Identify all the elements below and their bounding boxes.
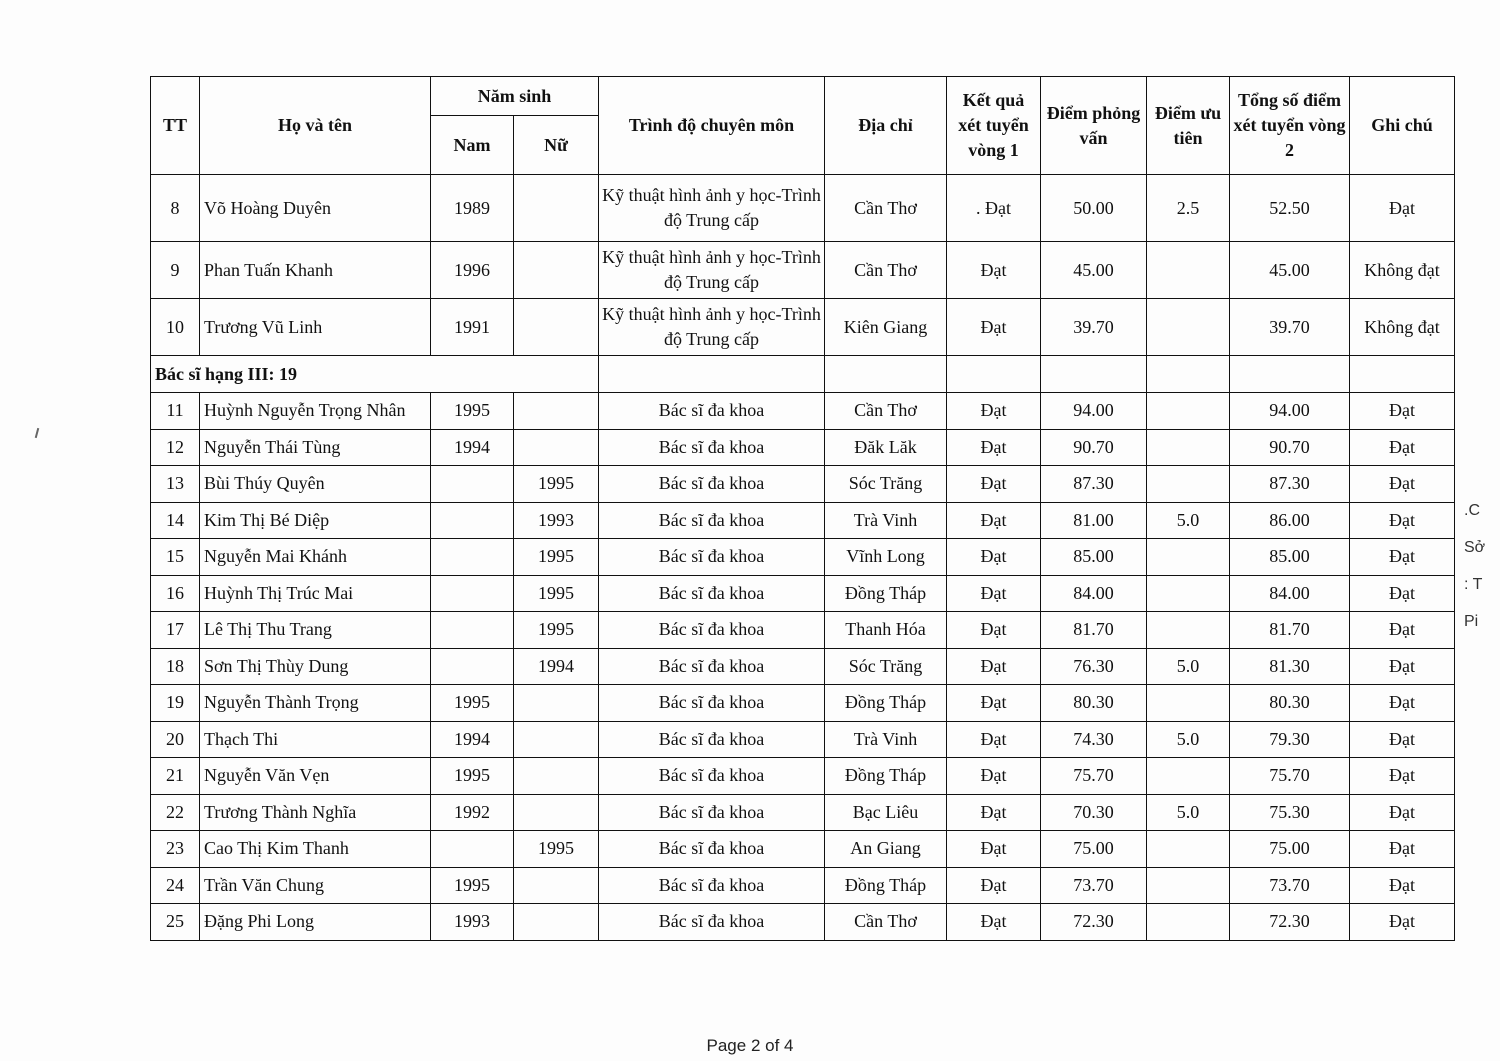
margin-scrap-4: Pi <box>1464 613 1479 630</box>
cell-female <box>514 685 599 722</box>
cell-priority <box>1147 466 1230 503</box>
table-row <box>151 299 1455 356</box>
cell-male: 1995 <box>431 685 514 722</box>
cell-qualification: Bác sĩ đa khoa <box>599 904 825 941</box>
table-row <box>151 429 1455 466</box>
cell-name: Huỳnh Nguyễn Trọng Nhân <box>200 393 431 430</box>
cell-interview: 87.30 <box>1041 466 1147 503</box>
cell-female <box>514 175 599 242</box>
cell-male <box>431 648 514 685</box>
col-header-name: Họ và tên <box>200 77 431 175</box>
cell-tt: 16 <box>151 575 200 612</box>
cell-priority: 5.0 <box>1147 502 1230 539</box>
cell-tt: 9 <box>151 242 200 299</box>
table-row <box>151 794 1455 831</box>
cell-name: Sơn Thị Thùy Dung <box>200 648 431 685</box>
cell-note: Không đạt <box>1350 299 1455 356</box>
cell-total: 75.00 <box>1230 831 1350 868</box>
cell-address: Đồng Tháp <box>825 575 947 612</box>
cell-name: Lê Thị Thu Trang <box>200 612 431 649</box>
cell-round1: Đạt <box>947 539 1041 576</box>
cell-note: Đạt <box>1350 575 1455 612</box>
col-header-round1: Kết quả xét tuyển vòng 1 <box>947 77 1041 175</box>
cell-total: 72.30 <box>1230 904 1350 941</box>
cell-address: Cần Thơ <box>825 904 947 941</box>
cell-male <box>431 466 514 503</box>
cell-address: Cần Thơ <box>825 393 947 430</box>
cell-tt: 14 <box>151 502 200 539</box>
table-row <box>151 831 1455 868</box>
table-row <box>151 466 1455 503</box>
cell-name: Nguyễn Thái Tùng <box>200 429 431 466</box>
table-row <box>151 175 1455 242</box>
cell-male <box>431 502 514 539</box>
cell-address: Trà Vinh <box>825 721 947 758</box>
cell-tt: 8 <box>151 175 200 242</box>
table-row <box>151 904 1455 941</box>
cell-priority: 5.0 <box>1147 648 1230 685</box>
cell-priority <box>1147 758 1230 795</box>
cell-note: Đạt <box>1350 904 1455 941</box>
cell-total: 81.30 <box>1230 648 1350 685</box>
cell-female: 1994 <box>514 648 599 685</box>
cell-tt: 10 <box>151 299 200 356</box>
cell-name: Nguyễn Văn Vẹn <box>200 758 431 795</box>
cell-address: Bạc Liêu <box>825 794 947 831</box>
cell-address: An Giang <box>825 831 947 868</box>
cell-priority <box>1147 685 1230 722</box>
cell-round1: Đạt <box>947 794 1041 831</box>
cell-male: 1989 <box>431 175 514 242</box>
cell-name: Bùi Thúy Quyên <box>200 466 431 503</box>
cell-priority <box>1147 831 1230 868</box>
col-header-address: Địa chỉ <box>825 77 947 175</box>
cell-interview: 74.30 <box>1041 721 1147 758</box>
cell-name: Thạch Thi <box>200 721 431 758</box>
cell-qualification: Bác sĩ đa khoa <box>599 721 825 758</box>
page-footer: Page 2 of 4 <box>706 1036 794 1055</box>
cell-total: 79.30 <box>1230 721 1350 758</box>
margin-scrap-1: .C <box>1464 502 1480 519</box>
cell-tt: 15 <box>151 539 200 576</box>
cell-qualification: Bác sĩ đa khoa <box>599 758 825 795</box>
table-row <box>151 539 1455 576</box>
cell-female: 1995 <box>514 575 599 612</box>
col-header-note: Ghi chú <box>1350 77 1455 175</box>
col-header-male: Nam <box>431 116 514 175</box>
cell-total: 80.30 <box>1230 685 1350 722</box>
cell-total: 94.00 <box>1230 393 1350 430</box>
col-header-female: Nữ <box>514 116 599 175</box>
cell-tt: 17 <box>151 612 200 649</box>
cell-address: Cần Thơ <box>825 242 947 299</box>
cell-female <box>514 393 599 430</box>
section-body <box>151 356 1455 393</box>
cell-female: 1995 <box>514 612 599 649</box>
document-sheet <box>150 76 1454 941</box>
cell-name: Nguyễn Mai Khánh <box>200 539 431 576</box>
cell-interview: 75.70 <box>1041 758 1147 795</box>
table-row <box>151 242 1455 299</box>
cell-female: 1995 <box>514 831 599 868</box>
table-row <box>151 393 1455 430</box>
cell-male: 1992 <box>431 794 514 831</box>
cell-tt: 24 <box>151 867 200 904</box>
cell-male <box>431 831 514 868</box>
cell-tt: 20 <box>151 721 200 758</box>
cell-male: 1995 <box>431 393 514 430</box>
cell-female: 1995 <box>514 539 599 576</box>
cell-male: 1991 <box>431 299 514 356</box>
cell-male: 1994 <box>431 721 514 758</box>
cell-name: Đặng Phi Long <box>200 904 431 941</box>
col-header-priority: Điểm ưu tiên <box>1147 77 1230 175</box>
cell-round1: Đạt <box>947 299 1041 356</box>
cell-total: 86.00 <box>1230 502 1350 539</box>
section-title: Bác sĩ hạng III: 19 <box>151 356 599 393</box>
header-row-1 <box>151 77 1455 116</box>
cell-male <box>431 539 514 576</box>
cell-female <box>514 794 599 831</box>
cell-qualification: Bác sĩ đa khoa <box>599 466 825 503</box>
cell-priority <box>1147 539 1230 576</box>
table-row <box>151 648 1455 685</box>
cell-address: Đăk Lăk <box>825 429 947 466</box>
cell-qualification: Bác sĩ đa khoa <box>599 539 825 576</box>
cell-round1: Đạt <box>947 648 1041 685</box>
cell-round1: Đạt <box>947 575 1041 612</box>
table-row <box>151 758 1455 795</box>
cell-qualification: Kỹ thuật hình ảnh y học-Trình độ Trung cấp <box>599 175 825 242</box>
cell-address: Sóc Trăng <box>825 466 947 503</box>
cell-interview: 72.30 <box>1041 904 1147 941</box>
cell-note: Đạt <box>1350 429 1455 466</box>
table-row <box>151 867 1455 904</box>
cell-qualification: Bác sĩ đa khoa <box>599 794 825 831</box>
cell-note: Đạt <box>1350 175 1455 242</box>
cell-name: Trương Vũ Linh <box>200 299 431 356</box>
cell-interview: 45.00 <box>1041 242 1147 299</box>
cell-address: Sóc Trăng <box>825 648 947 685</box>
cell-qualification: Bác sĩ đa khoa <box>599 575 825 612</box>
cell-total: 45.00 <box>1230 242 1350 299</box>
cell-address: Đồng Tháp <box>825 867 947 904</box>
cell-address: Cần Thơ <box>825 175 947 242</box>
cell-priority <box>1147 242 1230 299</box>
cell-qualification: Bác sĩ đa khoa <box>599 831 825 868</box>
cell-note: Đạt <box>1350 393 1455 430</box>
cell-priority: 5.0 <box>1147 721 1230 758</box>
cell-qualification: Bác sĩ đa khoa <box>599 612 825 649</box>
cell-interview: 75.00 <box>1041 831 1147 868</box>
cell-male: 1995 <box>431 867 514 904</box>
cell-male: 1993 <box>431 904 514 941</box>
cell-female <box>514 299 599 356</box>
cell-round1: . Đạt <box>947 175 1041 242</box>
scan-mark <box>35 428 40 438</box>
cell-interview: 80.30 <box>1041 685 1147 722</box>
cell-interview: 73.70 <box>1041 867 1147 904</box>
margin-scrap-3: : T <box>1464 576 1483 593</box>
cell-priority <box>1147 575 1230 612</box>
cell-female <box>514 721 599 758</box>
cell-address: Đồng Tháp <box>825 758 947 795</box>
cell-priority: 5.0 <box>1147 794 1230 831</box>
cell-round1: Đạt <box>947 393 1041 430</box>
cell-female: 1993 <box>514 502 599 539</box>
table-row <box>151 721 1455 758</box>
cell-qualification: Kỹ thuật hình ảnh y học-Trình độ Trung cấp <box>599 242 825 299</box>
cell-total: 84.00 <box>1230 575 1350 612</box>
cell-qualification: Bác sĩ đa khoa <box>599 429 825 466</box>
cell-name: Phan Tuấn Khanh <box>200 242 431 299</box>
cell-round1: Đạt <box>947 721 1041 758</box>
table-row <box>151 502 1455 539</box>
col-header-qualification: Trình độ chuyên môn <box>599 77 825 175</box>
table-row <box>151 685 1455 722</box>
margin-stamp-fragment <box>1464 492 1498 640</box>
cell-round1: Đạt <box>947 758 1041 795</box>
cell-note: Đạt <box>1350 502 1455 539</box>
cell-total: 87.30 <box>1230 466 1350 503</box>
cell-round1: Đạt <box>947 466 1041 503</box>
cell-interview: 70.30 <box>1041 794 1147 831</box>
cell-qualification: Bác sĩ đa khoa <box>599 393 825 430</box>
cell-female: 1995 <box>514 466 599 503</box>
cell-round1: Đạt <box>947 685 1041 722</box>
cell-total: 39.70 <box>1230 299 1350 356</box>
col-header-total: Tổng số điểm xét tuyển vòng 2 <box>1230 77 1350 175</box>
cell-tt: 25 <box>151 904 200 941</box>
col-header-tt: TT <box>151 77 200 175</box>
cell-note: Đạt <box>1350 867 1455 904</box>
cell-name: Kim Thị Bé Diệp <box>200 502 431 539</box>
cell-name: Huỳnh Thị Trúc Mai <box>200 575 431 612</box>
cell-address: Đồng Tháp <box>825 685 947 722</box>
cell-round1: Đạt <box>947 242 1041 299</box>
cell-note: Đạt <box>1350 539 1455 576</box>
cell-note: Đạt <box>1350 831 1455 868</box>
cell-tt: 13 <box>151 466 200 503</box>
cell-round1: Đạt <box>947 429 1041 466</box>
cell-round1: Đạt <box>947 502 1041 539</box>
cell-note: Đạt <box>1350 612 1455 649</box>
cell-tt: 23 <box>151 831 200 868</box>
cell-priority <box>1147 299 1230 356</box>
col-header-interview: Điểm phỏng vấn <box>1041 77 1147 175</box>
cell-round1: Đạt <box>947 831 1041 868</box>
cell-priority <box>1147 393 1230 430</box>
margin-scrap-2: Sở <box>1464 539 1486 556</box>
cell-male: 1994 <box>431 429 514 466</box>
cell-round1: Đạt <box>947 904 1041 941</box>
cell-total: 75.30 <box>1230 794 1350 831</box>
table-row <box>151 612 1455 649</box>
group2-body <box>151 393 1455 941</box>
cell-qualification: Bác sĩ đa khoa <box>599 502 825 539</box>
table-row <box>151 575 1455 612</box>
cell-total: 52.50 <box>1230 175 1350 242</box>
results-table <box>150 76 1455 941</box>
cell-total: 81.70 <box>1230 612 1350 649</box>
cell-tt: 18 <box>151 648 200 685</box>
cell-tt: 11 <box>151 393 200 430</box>
cell-note: Đạt <box>1350 758 1455 795</box>
cell-priority: 2.5 <box>1147 175 1230 242</box>
cell-priority <box>1147 867 1230 904</box>
cell-name: Cao Thị Kim Thanh <box>200 831 431 868</box>
cell-interview: 81.00 <box>1041 502 1147 539</box>
cell-interview: 76.30 <box>1041 648 1147 685</box>
cell-interview: 81.70 <box>1041 612 1147 649</box>
cell-address: Thanh Hóa <box>825 612 947 649</box>
cell-interview: 94.00 <box>1041 393 1147 430</box>
cell-priority <box>1147 429 1230 466</box>
cell-total: 85.00 <box>1230 539 1350 576</box>
cell-name: Võ Hoàng Duyên <box>200 175 431 242</box>
cell-total: 73.70 <box>1230 867 1350 904</box>
cell-note: Không đạt <box>1350 242 1455 299</box>
cell-address: Kiên Giang <box>825 299 947 356</box>
cell-note: Đạt <box>1350 685 1455 722</box>
cell-female <box>514 242 599 299</box>
cell-total: 90.70 <box>1230 429 1350 466</box>
section-row <box>151 356 1455 393</box>
cell-female <box>514 429 599 466</box>
cell-name: Trương Thành Nghĩa <box>200 794 431 831</box>
cell-note: Đạt <box>1350 466 1455 503</box>
cell-address: Vĩnh Long <box>825 539 947 576</box>
cell-qualification: Bác sĩ đa khoa <box>599 685 825 722</box>
group1-body <box>151 175 1455 356</box>
cell-male <box>431 575 514 612</box>
cell-male: 1996 <box>431 242 514 299</box>
cell-name: Nguyễn Thành Trọng <box>200 685 431 722</box>
cell-round1: Đạt <box>947 612 1041 649</box>
cell-interview: 84.00 <box>1041 575 1147 612</box>
cell-qualification: Bác sĩ đa khoa <box>599 867 825 904</box>
cell-address: Trà Vinh <box>825 502 947 539</box>
cell-interview: 50.00 <box>1041 175 1147 242</box>
cell-name: Trần Văn Chung <box>200 867 431 904</box>
cell-male: 1995 <box>431 758 514 795</box>
cell-tt: 22 <box>151 794 200 831</box>
cell-female <box>514 758 599 795</box>
cell-note: Đạt <box>1350 721 1455 758</box>
cell-note: Đạt <box>1350 794 1455 831</box>
cell-interview: 90.70 <box>1041 429 1147 466</box>
cell-interview: 39.70 <box>1041 299 1147 356</box>
cell-interview: 85.00 <box>1041 539 1147 576</box>
cell-priority <box>1147 904 1230 941</box>
cell-female <box>514 867 599 904</box>
cell-round1: Đạt <box>947 867 1041 904</box>
cell-total: 75.70 <box>1230 758 1350 795</box>
col-header-birth-year: Năm sinh <box>431 77 599 116</box>
cell-qualification: Bác sĩ đa khoa <box>599 648 825 685</box>
cell-tt: 19 <box>151 685 200 722</box>
cell-qualification: Kỹ thuật hình ảnh y học-Trình độ Trung cấp <box>599 299 825 356</box>
cell-note: Đạt <box>1350 648 1455 685</box>
cell-priority <box>1147 612 1230 649</box>
cell-tt: 12 <box>151 429 200 466</box>
cell-tt: 21 <box>151 758 200 795</box>
cell-female <box>514 904 599 941</box>
cell-male <box>431 612 514 649</box>
